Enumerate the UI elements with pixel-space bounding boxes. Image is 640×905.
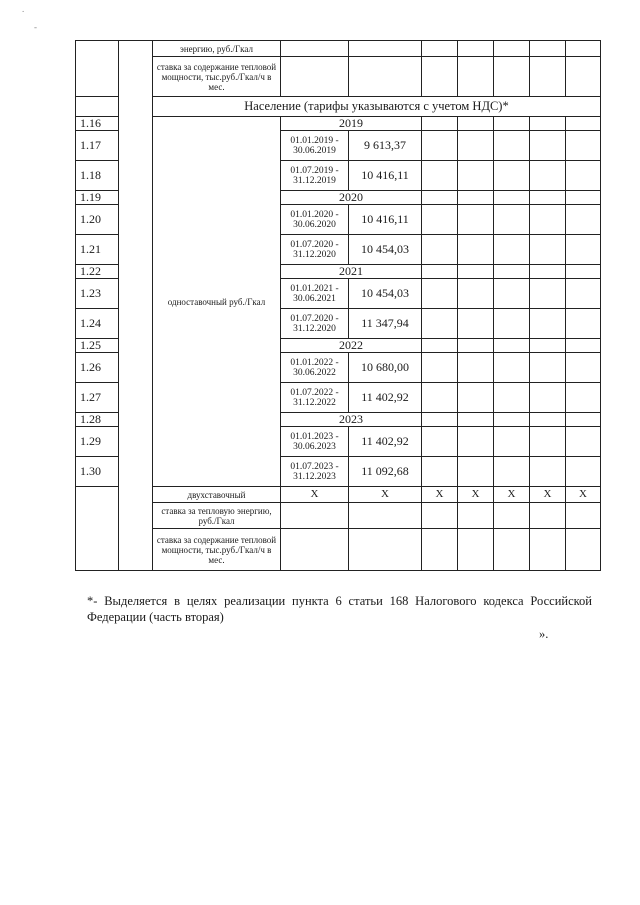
empty-cell <box>494 41 530 57</box>
empty-cell <box>566 265 601 279</box>
indicator-label: ставка за содержание тепловой мощности, тыс.руб./Гкал/ч в мес. <box>153 529 281 571</box>
empty-cell <box>566 339 601 353</box>
empty-cell <box>422 413 458 427</box>
row-number: 1.27 <box>76 383 119 413</box>
empty-cell <box>458 265 494 279</box>
empty-cell <box>530 265 566 279</box>
footnote: *- Выделяется в целях реализации пункта 6 статьи 168 Налогового кодекса Российской Федерации (часть вторая) <box>87 594 592 624</box>
table-row <box>76 41 601 57</box>
empty-cell <box>422 161 458 191</box>
empty-cell <box>458 339 494 353</box>
empty-cell <box>530 309 566 339</box>
empty-cell <box>422 131 458 161</box>
indicator-label: ставка за тепловую энергию, руб./Гкал <box>153 503 281 529</box>
empty-cell <box>566 279 601 309</box>
not-applicable-mark: Х <box>349 487 422 503</box>
empty-cell <box>566 457 601 487</box>
tariff-value: 10 454,03 <box>349 235 422 265</box>
row-number: 1.18 <box>76 161 119 191</box>
empty-cell <box>530 191 566 205</box>
tariff-value: 11 402,92 <box>349 427 422 457</box>
row-number: 1.22 <box>76 265 119 279</box>
row-number-cell <box>76 97 119 117</box>
empty-cell <box>422 191 458 205</box>
empty-cell <box>458 191 494 205</box>
empty-cell <box>349 503 422 529</box>
empty-cell <box>530 57 566 97</box>
empty-cell <box>458 413 494 427</box>
row-number-cell <box>76 41 119 97</box>
empty-cell <box>458 353 494 383</box>
empty-cell <box>566 529 601 571</box>
row-number: 1.28 <box>76 413 119 427</box>
row-number: 1.21 <box>76 235 119 265</box>
empty-cell <box>494 265 530 279</box>
empty-cell <box>494 235 530 265</box>
table-row <box>76 57 601 97</box>
empty-cell <box>422 205 458 235</box>
empty-cell <box>422 57 458 97</box>
row-number: 1.29 <box>76 427 119 457</box>
empty-cell <box>281 529 349 571</box>
empty-cell <box>530 457 566 487</box>
empty-cell <box>566 205 601 235</box>
not-applicable-mark: Х <box>530 487 566 503</box>
not-applicable-mark: Х <box>458 487 494 503</box>
row-number: 1.26 <box>76 353 119 383</box>
year-label: 2019 <box>281 117 422 131</box>
empty-cell <box>566 191 601 205</box>
empty-cell <box>530 503 566 529</box>
row-number: 1.17 <box>76 131 119 161</box>
empty-cell <box>281 503 349 529</box>
not-applicable-mark: Х <box>494 487 530 503</box>
empty-cell <box>566 117 601 131</box>
row-number: 1.25 <box>76 339 119 353</box>
empty-cell <box>422 503 458 529</box>
two-rate-label: двухставочный <box>153 487 281 503</box>
empty-cell <box>494 161 530 191</box>
scan-mark: - <box>34 22 37 32</box>
aux-column-cell <box>119 41 153 571</box>
empty-cell <box>530 413 566 427</box>
period-cell: 01.07.2020 - 31.12.2020 <box>281 309 349 339</box>
closing-quote: ». <box>539 627 549 641</box>
not-applicable-mark: Х <box>566 487 601 503</box>
empty-cell <box>458 529 494 571</box>
period-cell: 01.01.2020 - 30.06.2020 <box>281 205 349 235</box>
empty-cell <box>422 279 458 309</box>
row-number: 1.24 <box>76 309 119 339</box>
period-cell: 01.01.2019 - 30.06.2019 <box>281 131 349 161</box>
not-applicable-mark: Х <box>422 487 458 503</box>
empty-cell <box>494 457 530 487</box>
tariff-value: 10 416,11 <box>349 161 422 191</box>
empty-cell <box>458 205 494 235</box>
empty-cell <box>530 131 566 161</box>
row-number: 1.23 <box>76 279 119 309</box>
tariff-value: 10 680,00 <box>349 353 422 383</box>
scan-mark: . <box>22 4 25 14</box>
empty-cell <box>494 309 530 339</box>
empty-cell <box>494 117 530 131</box>
empty-cell <box>458 427 494 457</box>
empty-cell <box>422 529 458 571</box>
empty-cell <box>494 503 530 529</box>
empty-cell <box>458 235 494 265</box>
empty-cell <box>530 383 566 413</box>
row-number-cell <box>76 487 119 571</box>
period-cell: 01.07.2023 - 31.12.2023 <box>281 457 349 487</box>
empty-cell <box>566 161 601 191</box>
tariff-value: 11 092,68 <box>349 457 422 487</box>
tariff-value: 10 454,03 <box>349 279 422 309</box>
year-label: 2020 <box>281 191 422 205</box>
tariff-value: 9 613,37 <box>349 131 422 161</box>
empty-cell <box>494 413 530 427</box>
empty-cell <box>566 57 601 97</box>
empty-cell <box>422 383 458 413</box>
year-label: 2023 <box>281 413 422 427</box>
period-cell: 01.01.2022 - 30.06.2022 <box>281 353 349 383</box>
empty-cell <box>566 235 601 265</box>
empty-cell <box>422 117 458 131</box>
empty-cell <box>530 339 566 353</box>
single-rate-label: одноставочный руб./Гкал <box>153 117 281 487</box>
empty-cell <box>349 57 422 97</box>
year-label: 2021 <box>281 265 422 279</box>
empty-cell <box>494 427 530 457</box>
empty-cell <box>458 117 494 131</box>
empty-cell <box>422 41 458 57</box>
empty-cell <box>566 131 601 161</box>
tariff-value: 10 416,11 <box>349 205 422 235</box>
empty-cell <box>494 529 530 571</box>
row-number: 1.30 <box>76 457 119 487</box>
empty-cell <box>458 309 494 339</box>
table-row <box>76 97 601 117</box>
empty-cell <box>422 353 458 383</box>
empty-cell <box>349 529 422 571</box>
period-cell: 01.01.2023 - 30.06.2023 <box>281 427 349 457</box>
empty-cell <box>458 383 494 413</box>
empty-cell <box>422 235 458 265</box>
empty-cell <box>530 353 566 383</box>
tariff-value: 11 347,94 <box>349 309 422 339</box>
empty-cell <box>458 279 494 309</box>
table-row <box>76 117 601 131</box>
empty-cell <box>281 41 349 57</box>
period-cell: 01.01.2021 - 30.06.2021 <box>281 279 349 309</box>
empty-cell <box>422 339 458 353</box>
empty-cell <box>530 427 566 457</box>
empty-cell <box>530 529 566 571</box>
indicator-label: ставка за содержание тепловой мощности, тыс.руб./Гкал/ч в мес. <box>153 57 281 97</box>
empty-cell <box>494 383 530 413</box>
empty-cell <box>458 41 494 57</box>
empty-cell <box>458 457 494 487</box>
empty-cell <box>422 427 458 457</box>
empty-cell <box>566 383 601 413</box>
empty-cell <box>566 413 601 427</box>
empty-cell <box>530 161 566 191</box>
empty-cell <box>494 205 530 235</box>
tariff-value: 11 402,92 <box>349 383 422 413</box>
empty-cell <box>566 309 601 339</box>
section-header: Население (тарифы указываются с учетом НДС)* <box>153 97 601 117</box>
empty-cell <box>494 353 530 383</box>
table-row <box>76 487 601 503</box>
empty-cell <box>566 427 601 457</box>
period-cell: 01.07.2019 - 31.12.2019 <box>281 161 349 191</box>
empty-cell <box>458 131 494 161</box>
empty-cell <box>494 191 530 205</box>
empty-cell <box>422 309 458 339</box>
indicator-label: энергию, руб./Гкал <box>153 41 281 57</box>
empty-cell <box>530 235 566 265</box>
empty-cell <box>530 205 566 235</box>
empty-cell <box>566 41 601 57</box>
empty-cell <box>349 41 422 57</box>
row-number: 1.20 <box>76 205 119 235</box>
empty-cell <box>422 457 458 487</box>
tariff-table <box>75 40 601 571</box>
empty-cell <box>458 503 494 529</box>
empty-cell <box>494 57 530 97</box>
empty-cell <box>530 279 566 309</box>
empty-cell <box>458 57 494 97</box>
table-row <box>76 529 601 571</box>
row-number: 1.19 <box>76 191 119 205</box>
empty-cell <box>530 117 566 131</box>
not-applicable-mark: Х <box>281 487 349 503</box>
table-row <box>76 503 601 529</box>
row-number: 1.16 <box>76 117 119 131</box>
year-label: 2022 <box>281 339 422 353</box>
empty-cell <box>494 131 530 161</box>
period-cell: 01.07.2020 - 31.12.2020 <box>281 235 349 265</box>
empty-cell <box>566 503 601 529</box>
empty-cell <box>566 353 601 383</box>
empty-cell <box>281 57 349 97</box>
empty-cell <box>494 279 530 309</box>
empty-cell <box>530 41 566 57</box>
empty-cell <box>422 265 458 279</box>
empty-cell <box>458 161 494 191</box>
empty-cell <box>494 339 530 353</box>
period-cell: 01.07.2022 - 31.12.2022 <box>281 383 349 413</box>
